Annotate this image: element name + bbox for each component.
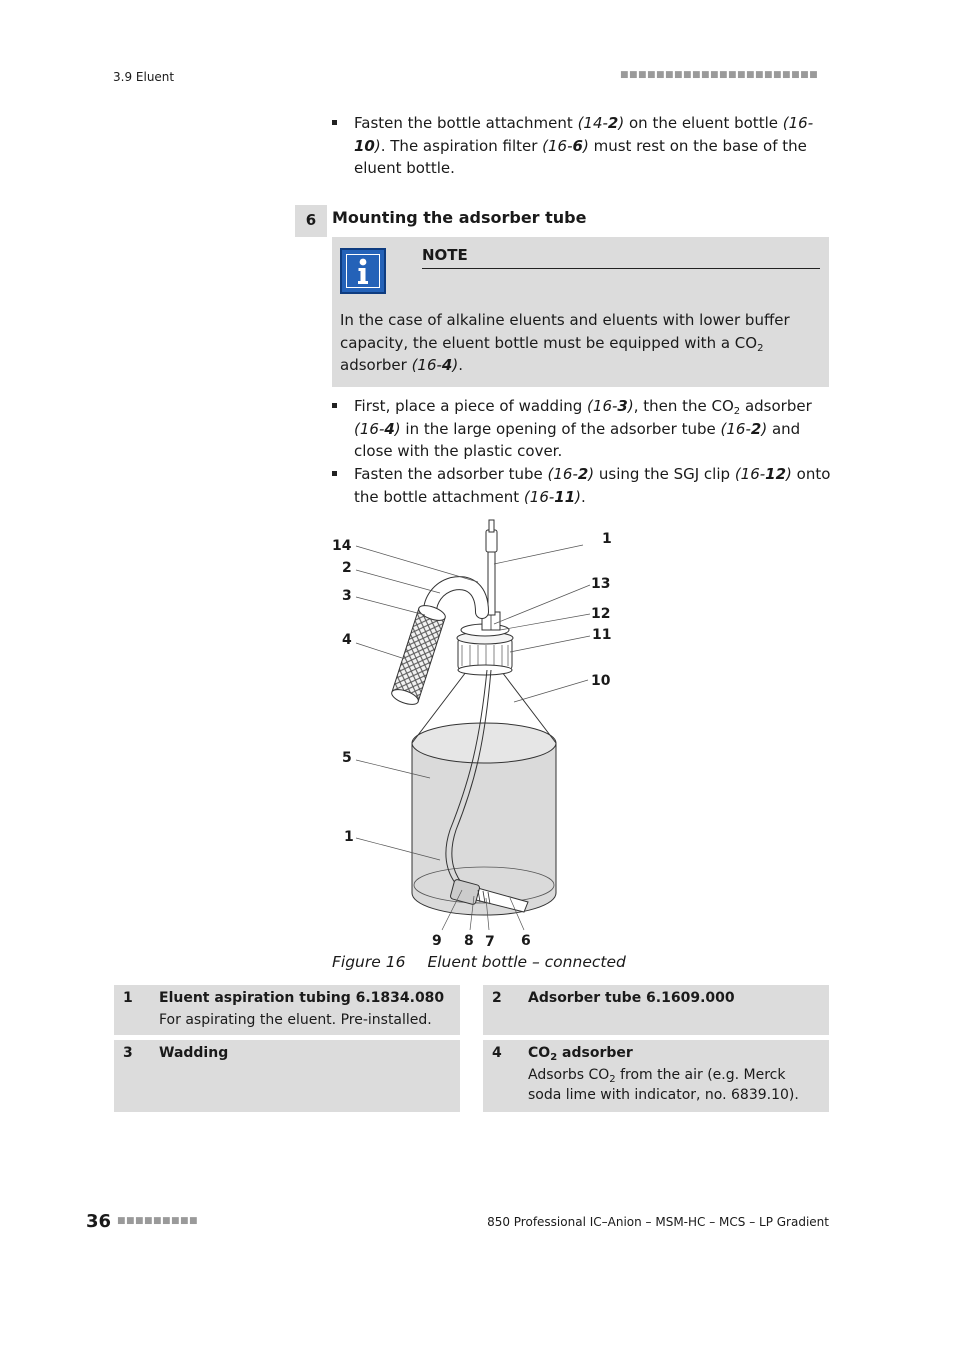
legend-number: 3	[123, 1045, 133, 1061]
figure-caption: Figure 16 Eluent bottle – connected	[332, 953, 626, 971]
note-title: NOTE	[422, 246, 468, 264]
legend-title: $CO_2$ adsorber	[528, 1045, 633, 1063]
note-box	[332, 237, 829, 387]
callout-label: 6	[521, 933, 531, 949]
callout-label: 3	[342, 588, 352, 604]
callout-label: 7	[485, 934, 495, 950]
eluent-bottle-figure	[320, 515, 630, 950]
bullet-marker	[332, 471, 337, 476]
callout-label: 4	[342, 632, 352, 648]
bullet-marker	[332, 403, 337, 408]
bullet-text: Fasten the bottle attachment (14-2) on the eluent bottle (16-10). The aspiration filter (16-6) must rest on the base of the eluent bottle.	[354, 114, 814, 177]
note-divider	[422, 268, 820, 269]
callout-label: 14	[332, 538, 352, 554]
callout-label: 13	[591, 576, 611, 592]
legend-number: 4	[492, 1045, 502, 1061]
callout-label: 5	[342, 750, 352, 766]
legend-title: Eluent aspiration tubing 6.1834.080	[159, 990, 445, 1006]
legend-title: Adsorber tube 6.1609.000	[528, 990, 735, 1006]
page-number: 36	[86, 1211, 112, 1232]
document-title: 850 Professional IC–Anion – MSM-HC – MCS – LP Gradient	[487, 1215, 829, 1229]
bullet-text: First, place a piece of wadding (16-3), then the $CO_2$ adsorber (16-4) in the large opening of the adsorber tube (16-2) and close with the plastic cover.	[354, 397, 812, 460]
legend-title: Wadding	[159, 1045, 229, 1061]
step-number: 6	[295, 205, 327, 237]
callout-label: 1	[602, 531, 612, 547]
info-icon	[340, 248, 386, 294]
legend-description: For aspirating the eluent. Pre-installed.	[159, 1012, 432, 1028]
legend-cell	[114, 985, 460, 1035]
legend-number: 1	[123, 990, 133, 1006]
bullet-text: Fasten the adsorber tube (16-2) using the SGJ clip (16-12) onto the bottle attachment (16-11).	[354, 465, 831, 506]
bottle	[412, 624, 556, 915]
legend-cell	[114, 1040, 460, 1112]
footer-decoration: ■■■■■■■■■	[117, 1216, 199, 1226]
legend-cell	[483, 1040, 829, 1112]
bullet-marker	[332, 120, 337, 125]
legend-description: Adsorbs $CO_2$ from the air (e.g. Merck soda lime with indicator, no. 6839.10).	[528, 1067, 799, 1103]
callout-label: 2	[342, 560, 352, 576]
callout-label: 11	[592, 627, 612, 643]
callout-label: 9	[432, 933, 442, 949]
section-header: 3.9 Eluent	[113, 70, 175, 84]
callout-label: 1	[344, 829, 354, 845]
step-title: Mounting the adsorber tube	[332, 208, 587, 227]
note-text: In the case of alkaline eluents and eluents with lower buffer capacity, the eluent bottle must be equipped with a $CO_2$ adsorber (16-4).	[340, 311, 790, 374]
callout-label: 8	[464, 933, 474, 949]
header-decoration: ■■■■■■■■■■■■■■■■■■■■■■	[620, 70, 819, 80]
callout-label: 10	[591, 673, 611, 689]
legend-number: 2	[492, 990, 502, 1006]
callout-label: 12	[591, 606, 611, 622]
legend-cell	[483, 985, 829, 1035]
